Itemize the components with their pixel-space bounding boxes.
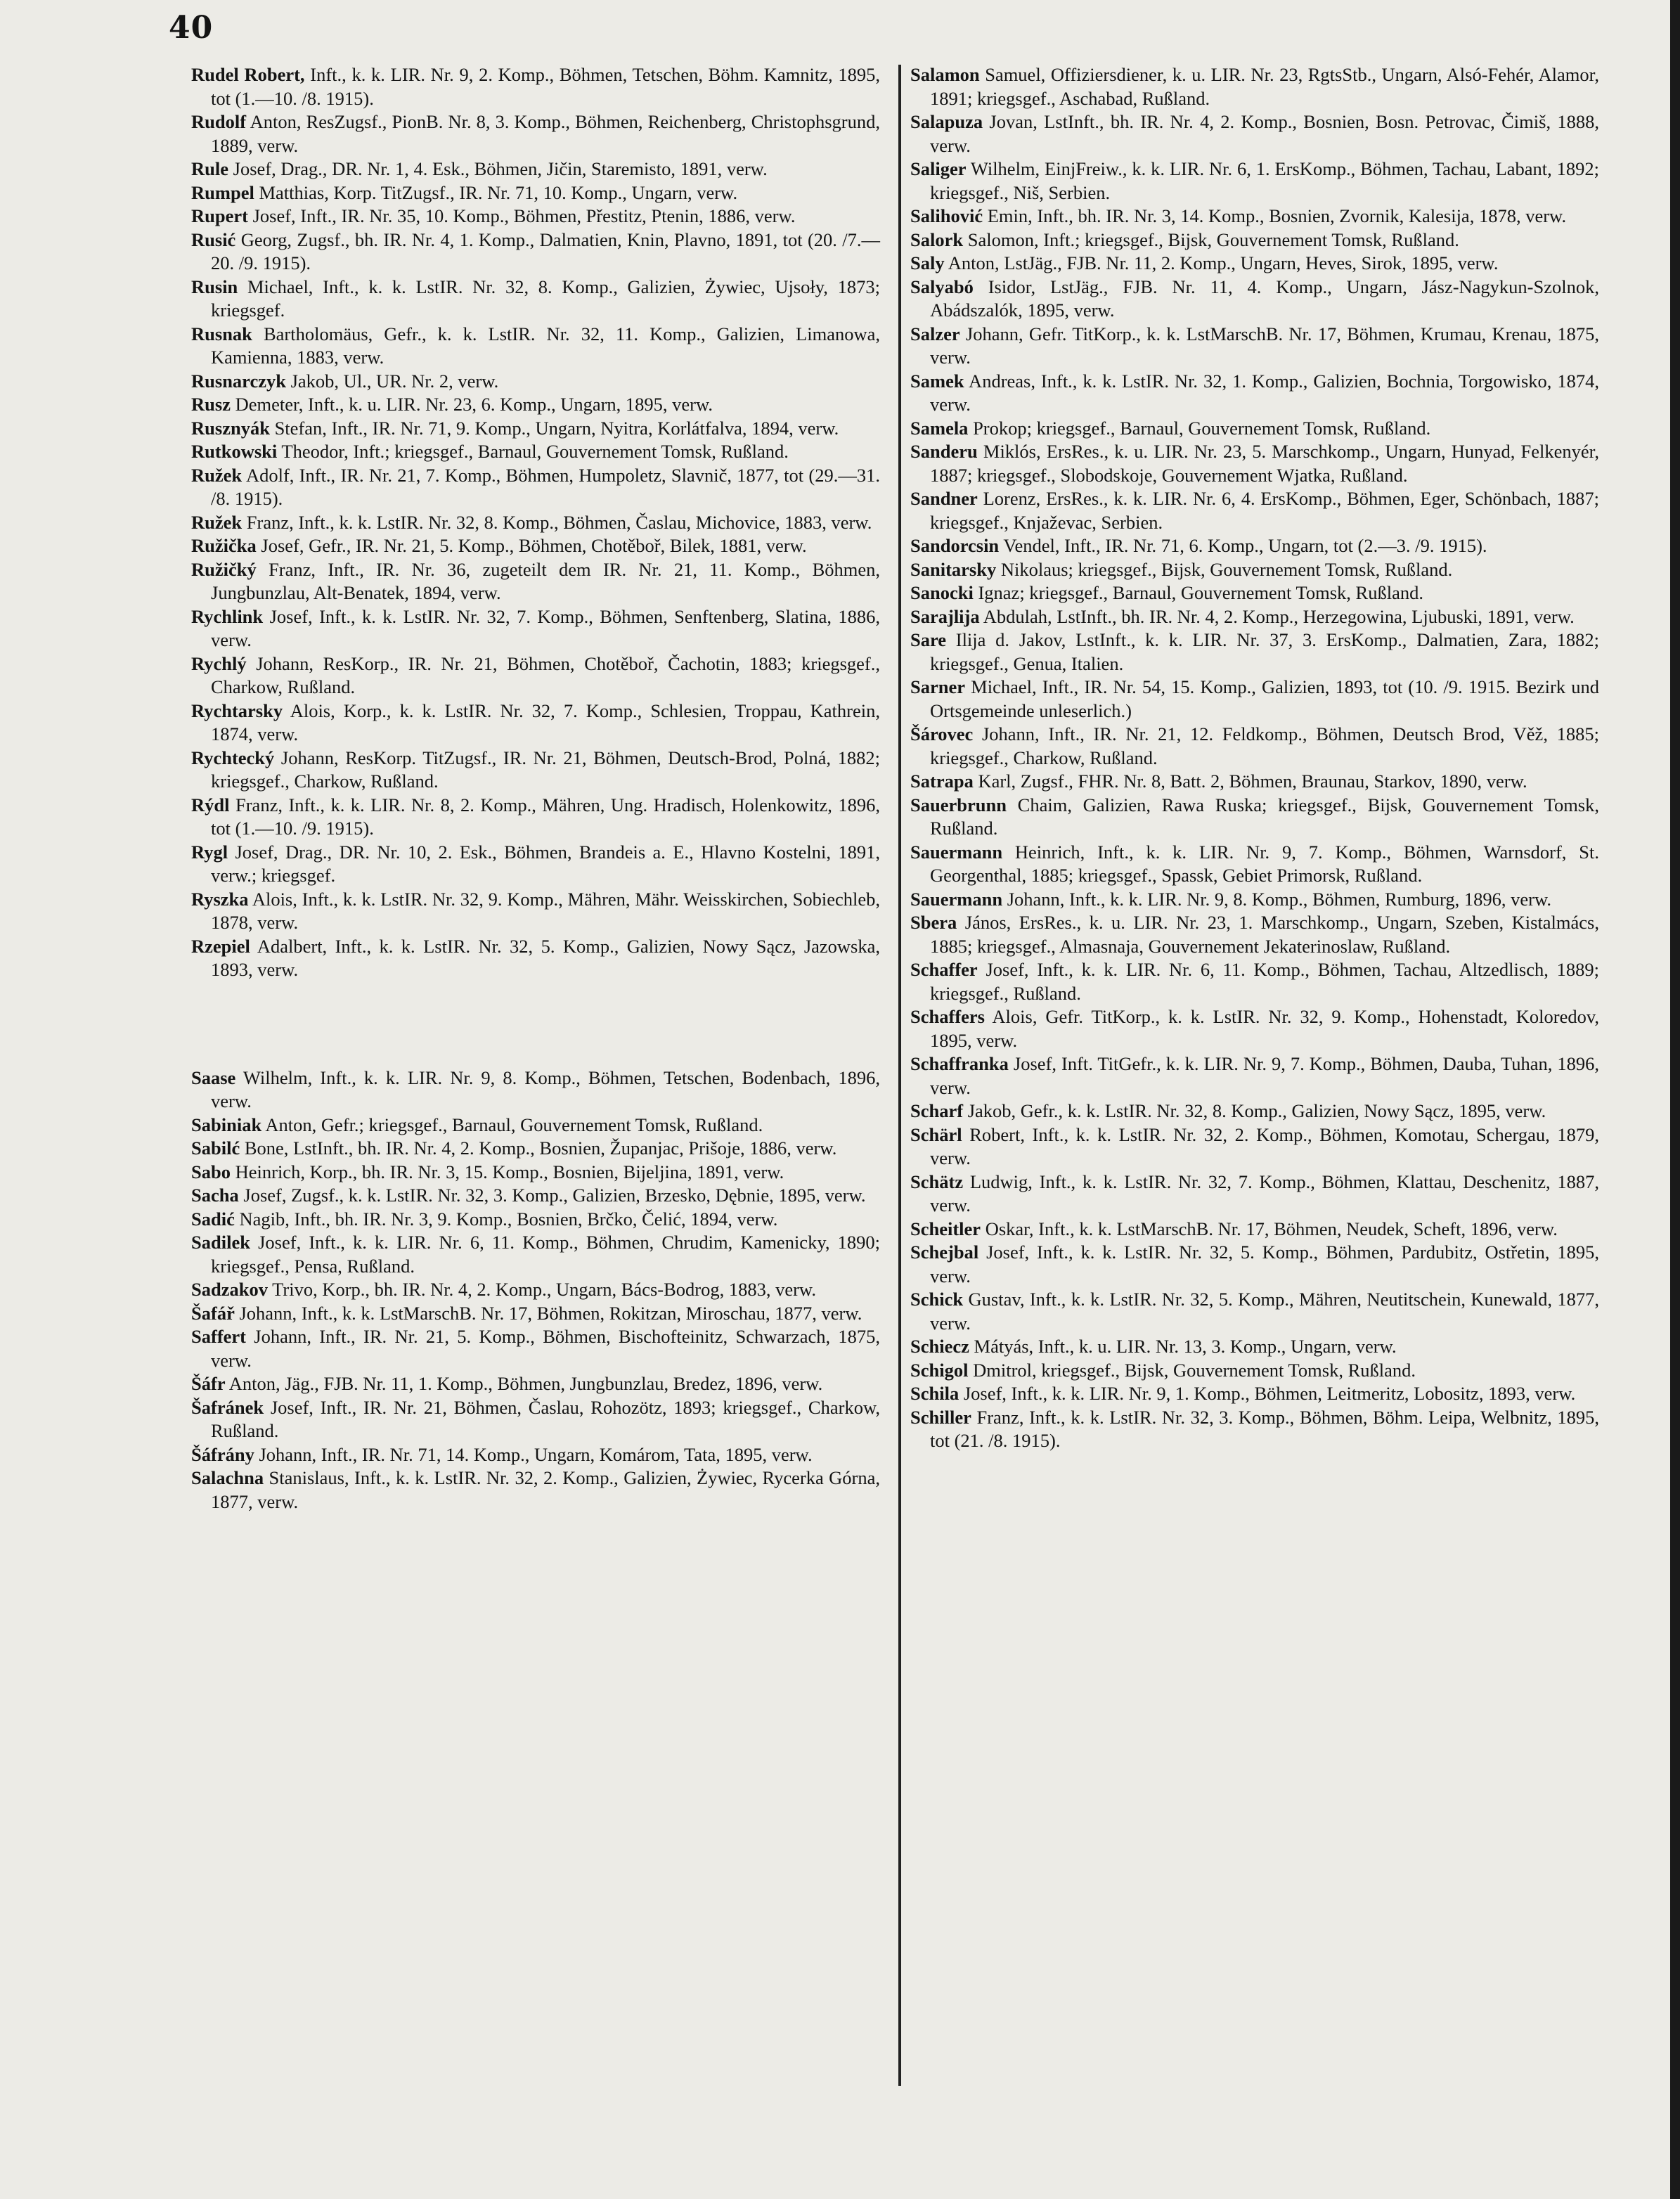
entry-details: Anton, ResZugsf., PionB. Nr. 8, 3. Komp., Böhmen, Reichenberg, Christophsgrund, 1889, verw.	[211, 111, 880, 156]
entry-details: Dmitrol, kriegsgef., Bijsk, Gouvernement Tomsk, Rußland.	[968, 1359, 1416, 1381]
left-column	[191, 63, 880, 1514]
list-entry	[910, 841, 1599, 888]
entry-surname: Schaffer	[910, 959, 978, 980]
list-entry	[191, 747, 880, 794]
list-entry	[191, 1184, 880, 1208]
list-entry	[910, 157, 1599, 205]
entry-details: Wilhelm, EinjFreiw., k. k. LIR. Nr. 6, 1. ErsKomp., Böhmen, Tachau, Labant, 1892; kriegsgef., Niš, Serbien.	[930, 158, 1599, 203]
entry-surname: Rupert	[191, 205, 248, 226]
list-entry	[191, 1231, 880, 1278]
entry-details: Johann, ResKorp., IR. Nr. 21, Böhmen, Chotěboř, Čachotin, 1883; kriegsgef., Charkow, Rußland.	[211, 652, 880, 697]
entry-surname: Salyabó	[910, 276, 974, 297]
list-entry	[910, 958, 1599, 1005]
list-entry	[191, 205, 880, 228]
entry-details: Josef, Inft., k. k. LIR. Nr. 6, 11. Komp., Böhmen, Tachau, Altzedlisch, 1889; kriegsgef., Rußland.	[930, 959, 1599, 1004]
entry-surname: Rusić	[191, 228, 236, 250]
list-entry	[910, 1100, 1599, 1123]
entry-surname: Schiecz	[910, 1336, 969, 1357]
list-entry	[191, 417, 880, 441]
list-entry	[191, 888, 880, 935]
entry-surname: Sauerbrunn	[910, 794, 1007, 815]
entry-surname: Sadzakov	[191, 1279, 268, 1300]
list-entry	[191, 1325, 880, 1372]
list-entry	[910, 628, 1599, 676]
list-entry	[910, 1052, 1599, 1100]
entry-surname: Šáfr	[191, 1373, 226, 1394]
entry-surname: Ružička	[191, 535, 257, 556]
entry-surname: Salihović	[910, 205, 983, 226]
entry-surname: Rutkowski	[191, 441, 278, 462]
entry-details: Ludwig, Inft., k. k. LstIR. Nr. 32, 7. Komp., Böhmen, Klattau, Deschenitz, 1887, verw.	[930, 1171, 1599, 1215]
entry-details: Franz, Inft., k. k. LIR. Nr. 8, 2. Komp., Mähren, Ung. Hradisch, Holenkowitz, 1896, tot (1.—10. /9. 1915).	[211, 794, 880, 839]
page-number: 40	[169, 10, 214, 46]
entry-details: Johann, Inft., k. k. LIR. Nr. 9, 8. Komp., Böhmen, Rumburg, 1896, verw.	[1002, 888, 1552, 910]
entry-details: Jovan, LstInft., bh. IR. Nr. 4, 2. Komp., Bosnien, Bosn. Petrovac, Čimiš, 1888, verw.	[930, 111, 1599, 156]
entry-details: Franz, Inft., k. k. LstIR. Nr. 32, 3. Komp., Böhmen, Böhm. Leipa, Welbnitz, 1895, tot (21. /8. 1915).	[930, 1406, 1599, 1451]
entry-surname: Sacha	[191, 1185, 239, 1206]
entry-details: Adalbert, Inft., k. k. LstIR. Nr. 32, 5. Komp., Galizien, Nowy Sącz, Jazowska, 1893, verw.	[211, 935, 880, 980]
list-entry	[191, 558, 880, 605]
list-entry	[191, 110, 880, 157]
entry-details: Samuel, Offiziersdiener, k. u. LIR. Nr. 23, RgtsStb., Ungarn, Alsó-Fehér, Alamor, 1891; kriegsgef., Aschabad, Rußland.	[930, 64, 1599, 109]
entry-surname: Rusnarczyk	[191, 370, 286, 392]
entry-surname: Ružičký	[191, 558, 257, 580]
list-entry	[191, 605, 880, 652]
list-entry	[191, 1161, 880, 1185]
list-entry	[191, 794, 880, 841]
entry-details: Stanislaus, Inft., k. k. LstIR. Nr. 32, 2. Komp., Galizien, Żywiec, Rycerka Górna, 1877, verw.	[211, 1467, 880, 1512]
entry-surname: Saase	[191, 1066, 236, 1088]
entry-details: Demeter, Inft., k. u. LIR. Nr. 23, 6. Komp., Ungarn, 1895, verw.	[230, 394, 713, 415]
list-entry	[910, 770, 1599, 794]
entry-surname: Scheitler	[910, 1218, 981, 1239]
entry-details: Josef, Inft., IR. Nr. 21, Böhmen, Časlau, Rohozötz, 1893; kriegsgef., Charkow, Rußland.	[211, 1396, 880, 1441]
entry-details: Josef, Inft. TitGefr., k. k. LIR. Nr. 9, 7. Komp., Böhmen, Dauba, Tuhan, 1896, verw.	[930, 1053, 1599, 1098]
right-column	[910, 63, 1599, 1453]
entry-surname: Sanocki	[910, 582, 974, 603]
list-entry	[910, 676, 1599, 723]
entry-details: Anton, Gefr.; kriegsgef., Barnaul, Gouvernement Tomsk, Rußland.	[261, 1114, 763, 1135]
entry-details: Josef, Inft., k. k. LIR. Nr. 6, 11. Komp., Böhmen, Chrudim, Kamenicky, 1890; kriegsgef., Pensa, Rußland.	[211, 1232, 880, 1277]
entry-surname: Schätz	[910, 1171, 964, 1192]
entry-surname: Sandner	[910, 488, 978, 509]
list-entry	[910, 440, 1599, 487]
list-entry	[910, 911, 1599, 958]
entry-details: Nikolaus; kriegsgef., Bijsk, Gouvernement Tomsk, Rußland.	[996, 558, 1453, 580]
list-entry	[191, 1372, 880, 1396]
list-entry	[191, 1066, 880, 1114]
list-entry	[910, 370, 1599, 417]
list-entry	[191, 393, 880, 417]
entry-details: Josef, Inft., IR. Nr. 35, 10. Komp., Böhmen, Přestitz, Ptenin, 1886, verw.	[247, 205, 796, 226]
entry-surname: Rzepiel	[191, 935, 250, 957]
entry-surname: Schigol	[910, 1359, 969, 1381]
list-entry	[191, 276, 880, 323]
entry-surname: Sare	[910, 629, 947, 650]
entry-surname: Rudel Robert,	[191, 64, 305, 85]
entry-surname: Samela	[910, 417, 969, 439]
entry-surname: Rychlý	[191, 652, 247, 674]
list-entry	[191, 323, 880, 370]
list-entry	[191, 511, 880, 535]
entry-details: Bartholomäus, Gefr., k. k. LstIR. Nr. 32, 11. Komp., Galizien, Limanowa, Kamienna, 1883, verw.	[211, 323, 880, 368]
entry-details: Michael, Inft., IR. Nr. 54, 15. Komp., Galizien, 1893, tot (10. /9. 1915. Bezirk und Ortsgemeinde unleserlich.)	[930, 676, 1599, 721]
entry-details: Josef, Drag., DR. Nr. 1, 4. Esk., Böhmen, Jičin, Staremisto, 1891, verw.	[228, 158, 768, 179]
list-entry	[910, 1288, 1599, 1335]
list-entry	[910, 888, 1599, 912]
list-entry	[910, 581, 1599, 605]
entry-surname: Sauermann	[910, 888, 1003, 910]
entry-surname: Rusin	[191, 276, 238, 297]
entry-surname: Rusnak	[191, 323, 252, 344]
entry-surname: Rumpel	[191, 181, 254, 203]
list-entry	[191, 1443, 880, 1467]
list-entry	[910, 1382, 1599, 1406]
entry-details: Andreas, Inft., k. k. LstIR. Nr. 32, 1. Komp., Galizien, Bochnia, Torgowisko, 1874, verw.	[930, 370, 1599, 415]
list-entry	[191, 440, 880, 464]
entry-surname: Rychlink	[191, 605, 264, 627]
entry-surname: Salapuza	[910, 111, 983, 132]
entry-details: Stefan, Inft., IR. Nr. 71, 9. Komp., Ungarn, Nyitra, Korlátfalva, 1894, verw.	[269, 417, 839, 439]
page-edge	[1670, 0, 1680, 2199]
entry-details: Karl, Zugsf., FHR. Nr. 8, Batt. 2, Böhmen, Braunau, Starkov, 1890, verw.	[973, 770, 1527, 792]
list-entry	[191, 464, 880, 511]
entry-details: Josef, Zugsf., k. k. LstIR. Nr. 32, 3. Komp., Galizien, Brzesko, Dębnie, 1895, verw.	[238, 1185, 866, 1206]
entry-details: Johann, Inft., k. k. LstMarschB. Nr. 17, Böhmen, Rokitzan, Miroschau, 1877, verw.	[234, 1302, 862, 1324]
list-entry	[191, 1137, 880, 1161]
entry-details: Abdulah, LstInft., bh. IR. Nr. 4, 2. Komp., Herzegowina, Ljubuski, 1891, verw.	[979, 605, 1575, 627]
entry-details: Franz, Inft., IR. Nr. 36, zugeteilt dem IR. Nr. 21, 11. Komp., Böhmen, Jungbunzlau, Alt-Benatek, 1894, verw.	[211, 558, 880, 603]
list-entry	[910, 323, 1599, 370]
list-entry	[910, 1335, 1599, 1359]
entry-surname: Sabilć	[191, 1137, 240, 1159]
entry-details: Josef, Gefr., IR. Nr. 21, 5. Komp., Böhmen, Chotěboř, Bilek, 1881, verw.	[256, 535, 807, 556]
list-entry	[910, 487, 1599, 534]
list-entry	[910, 252, 1599, 276]
list-entry	[191, 841, 880, 888]
entry-details: Oskar, Inft., k. k. LstMarschB. Nr. 17, Böhmen, Neudek, Scheft, 1896, verw.	[981, 1218, 1558, 1239]
entry-details: Franz, Inft., k. k. LstIR. Nr. 32, 8. Komp., Böhmen, Časlau, Michovice, 1883, verw.	[242, 511, 872, 533]
entry-details: Trivo, Korp., bh. IR. Nr. 4, 2. Komp., Ungarn, Bács-Bodrog, 1883, verw.	[267, 1279, 816, 1300]
list-entry	[910, 1171, 1599, 1218]
entry-surname: Sanitarsky	[910, 558, 997, 580]
entry-surname: Rusz	[191, 394, 231, 415]
entry-surname: Salzer	[910, 323, 960, 344]
entry-surname: Samek	[910, 370, 964, 392]
section-gap	[191, 982, 880, 1066]
list-entry	[910, 558, 1599, 582]
entry-surname: Sarajlija	[910, 605, 980, 627]
entry-details: János, ErsRes., k. u. LIR. Nr. 23, 1. Marschkomp., Ungarn, Szeben, Kistalmács, 1885; kriegsgef., Almasnaja, Gouvernement Jekaterinoslaw, Rußland.	[930, 912, 1599, 957]
entry-details: Jakob, Gefr., k. k. LstIR. Nr. 32, 8. Komp., Galizien, Nowy Sącz, 1895, verw.	[963, 1100, 1546, 1121]
list-entry	[910, 1218, 1599, 1242]
list-entry	[910, 417, 1599, 441]
entry-surname: Ružek	[191, 511, 243, 533]
list-entry	[910, 794, 1599, 841]
entry-details: Vendel, Inft., IR. Nr. 71, 6. Komp., Ungarn, tot (2.—3. /9. 1915).	[999, 535, 1487, 556]
entry-surname: Schejbal	[910, 1242, 979, 1263]
entry-details: Theodor, Inft.; kriegsgef., Barnaul, Gouvernement Tomsk, Rußland.	[277, 441, 789, 462]
list-entry	[191, 228, 880, 276]
entry-details: Jakob, Ul., UR. Nr. 2, verw.	[285, 370, 499, 392]
entry-details: Johann, ResKorp. TitZugsf., IR. Nr. 21, Böhmen, Deutsch-Brod, Polná, 1882; kriegsgef., Charkow, Rußland.	[211, 747, 880, 792]
entry-details: Josef, Drag., DR. Nr. 10, 2. Esk., Böhmen, Brandeis a. E., Hlavno Kostelni, 1891, verw.; kriegsgef.	[211, 841, 880, 886]
entry-details: Johann, Inft., IR. Nr. 21, 12. Feldkomp., Böhmen, Deutsch Brod, Věž, 1885; kriegsgef., Charkow, Rußland.	[930, 723, 1599, 768]
entry-surname: Rýdl	[191, 794, 230, 815]
entry-details: Adolf, Inft., IR. Nr. 21, 7. Komp., Böhmen, Humpoletz, Slavnič, 1877, tot (29.—31. /8. 1915).	[211, 464, 880, 509]
entry-surname: Sabiniak	[191, 1114, 262, 1135]
entry-details: Alois, Gefr. TitKorp., k. k. LstIR. Nr. 32, 9. Komp., Hohenstadt, Koloredov, 1895, verw.	[930, 1006, 1599, 1051]
entry-surname: Saly	[910, 252, 945, 273]
entry-details: Johann, Gefr. TitKorp., k. k. LstMarschB. Nr. 17, Böhmen, Krumau, Krenau, 1875, verw.	[930, 323, 1599, 368]
entry-surname: Rychtarsky	[191, 699, 283, 721]
entry-details: Anton, Jäg., FJB. Nr. 11, 1. Komp., Böhmen, Jungbunzlau, Bredez, 1896, verw.	[225, 1373, 823, 1394]
entry-details: Robert, Inft., k. k. LstIR. Nr. 32, 2. Komp., Böhmen, Komotau, Schergau, 1879, verw.	[930, 1123, 1599, 1168]
entry-details: Josef, Inft., k. k. LstIR. Nr. 32, 5. Komp., Böhmen, Pardubitz, Ostřetin, 1895, verw.	[930, 1242, 1599, 1286]
entry-surname: Schiller	[910, 1406, 971, 1428]
list-entry	[910, 1406, 1599, 1453]
entry-surname: Rudolf	[191, 111, 247, 132]
entry-surname: Schaffranka	[910, 1053, 1009, 1074]
list-entry	[191, 652, 880, 699]
entry-surname: Rule	[191, 158, 228, 179]
entry-surname: Rychtecký	[191, 747, 275, 768]
entry-details: Josef, Inft., k. k. LstIR. Nr. 32, 7. Komp., Böhmen, Senftenberg, Slatina, 1886, verw.	[211, 605, 880, 650]
entry-surname: Salachna	[191, 1467, 264, 1488]
entry-surname: Sadić	[191, 1208, 235, 1230]
entry-details: Chaim, Galizien, Rawa Ruska; kriegsgef., Bijsk, Gouvernement Tomsk, Rußland.	[930, 794, 1599, 839]
entry-details: Mátyás, Inft., k. u. LIR. Nr. 13, 3. Komp., Ungarn, verw.	[969, 1336, 1397, 1357]
entry-surname: Schaffers	[910, 1006, 985, 1027]
column-divider	[898, 65, 901, 2086]
list-entry	[910, 205, 1599, 228]
entry-details: Wilhelm, Inft., k. k. LIR. Nr. 9, 8. Komp., Böhmen, Tetschen, Bodenbach, 1896, verw.	[211, 1066, 880, 1111]
entry-surname: Šáfrány	[191, 1443, 254, 1465]
entry-surname: Satrapa	[910, 770, 974, 792]
entry-details: Prokop; kriegsgef., Barnaul, Gouvernement Tomsk, Rußland.	[968, 417, 1431, 439]
list-entry	[910, 1123, 1599, 1171]
entry-surname: Sandorcsin	[910, 535, 1000, 556]
entry-details: Emin, Inft., bh. IR. Nr. 3, 14. Komp., Bosnien, Zvornik, Kalesija, 1878, verw.	[983, 205, 1567, 226]
entry-details: Ilija d. Jakov, LstInft., k. k. LIR. Nr. 37, 3. ErsKomp., Dalmatien, Zara, 1882; kriegsgef., Genua, Italien.	[930, 629, 1599, 674]
entry-surname: Šafránek	[191, 1396, 264, 1418]
list-entry	[910, 1005, 1599, 1052]
list-entry	[191, 63, 880, 110]
list-entry	[191, 935, 880, 982]
entry-details: Michael, Inft., k. k. LstIR. Nr. 32, 8. Komp., Galizien, Żywiec, Ujsoły, 1873; kriegsgef.	[211, 276, 880, 321]
entry-details: Alois, Korp., k. k. LstIR. Nr. 32, 7. Komp., Schlesien, Troppau, Kathrein, 1874, verw.	[211, 699, 880, 744]
entry-surname: Schila	[910, 1383, 959, 1404]
entry-surname: Salork	[910, 228, 964, 250]
entry-details: Anton, LstJäg., FJB. Nr. 11, 2. Komp., Ungarn, Heves, Sirok, 1895, verw.	[944, 252, 1499, 273]
entry-details: Heinrich, Inft., k. k. LIR. Nr. 9, 7. Komp., Böhmen, Warnsdorf, St. Georgenthal, 1885; kriegsgef., Spassk, Gebiet Primorsk, Rußland.	[930, 841, 1599, 886]
entry-surname: Ružek	[191, 464, 243, 486]
entry-details: Bone, LstInft., bh. IR. Nr. 4, 2. Komp., Bosnien, Županjac, Prišoje, 1886, verw.	[240, 1137, 837, 1159]
list-entry	[910, 110, 1599, 157]
list-entry	[191, 1208, 880, 1232]
list-entry	[191, 1396, 880, 1443]
entry-surname: Sauermann	[910, 841, 1003, 863]
entry-surname: Sanderu	[910, 441, 978, 462]
entry-surname: Sbera	[910, 912, 957, 933]
entry-details: Josef, Inft., k. k. LIR. Nr. 9, 1. Komp., Böhmen, Leitmeritz, Lobositz, 1893, verw.	[959, 1383, 1576, 1404]
entry-surname: Saliger	[910, 158, 967, 179]
list-entry	[191, 370, 880, 394]
entry-details: Inft., k. k. LIR. Nr. 9, 2. Komp., Böhmen, Tetschen, Böhm. Kamnitz, 1895, tot (1.—10. /8. 1915).	[211, 64, 880, 109]
list-entry	[191, 699, 880, 747]
entry-details: Georg, Zugsf., bh. IR. Nr. 4, 1. Komp., Dalmatien, Knin, Plavno, 1891, tot (20. /7.—20. /9. 1915).	[211, 228, 880, 273]
entry-surname: Sarner	[910, 676, 966, 697]
list-entry	[910, 1359, 1599, 1383]
list-entry	[191, 157, 880, 181]
entry-surname: Rusznyák	[191, 417, 270, 439]
entry-surname: Schick	[910, 1289, 964, 1310]
list-entry	[191, 1114, 880, 1137]
entry-details: Alois, Inft., k. k. LstIR. Nr. 32, 9. Komp., Mähren, Mähr. Weisskirchen, Sobiechleb, 1878, verw.	[211, 888, 880, 933]
entry-surname: Sabo	[191, 1161, 231, 1182]
entry-surname: Schärl	[910, 1123, 962, 1145]
entry-surname: Salamon	[910, 64, 980, 85]
list-entry	[910, 276, 1599, 323]
list-entry	[191, 181, 880, 205]
list-entry	[910, 723, 1599, 770]
entry-details: Johann, Inft., IR. Nr. 21, 5. Komp., Böhmen, Bischofteinitz, Schwarzach, 1875, verw.	[211, 1326, 880, 1371]
list-entry	[910, 1241, 1599, 1288]
list-entry	[910, 605, 1599, 629]
list-entry	[910, 228, 1599, 252]
entry-details: Nagib, Inft., bh. IR. Nr. 3, 9. Komp., Bosnien, Brčko, Čelić, 1894, verw.	[234, 1208, 778, 1230]
entry-surname: Šárovec	[910, 723, 974, 744]
entry-surname: Rygl	[191, 841, 228, 863]
entry-surname: Ryszka	[191, 888, 249, 910]
entry-details: Ignaz; kriegsgef., Barnaul, Gouvernement Tomsk, Rußland.	[973, 582, 1423, 603]
entry-surname: Saffert	[191, 1326, 246, 1347]
entry-surname: Sadilek	[191, 1232, 250, 1253]
entry-details: Lorenz, ErsRes., k. k. LIR. Nr. 6, 4. ErsKomp., Böhmen, Eger, Schönbach, 1887; kriegsgef., Knjaževac, Serbien.	[930, 488, 1599, 533]
list-entry	[910, 534, 1599, 558]
entry-details: Johann, Inft., IR. Nr. 71, 14. Komp., Ungarn, Komárom, Tata, 1895, verw.	[254, 1443, 813, 1465]
entry-details: Isidor, LstJäg., FJB. Nr. 11, 4. Komp., Ungarn, Jász-Nagykun-Szolnok, Abádszalók, 1895, verw.	[930, 276, 1599, 321]
list-entry	[191, 1466, 880, 1514]
list-entry	[910, 63, 1599, 110]
entry-details: Miklós, ErsRes., k. u. LIR. Nr. 23, 5. Marschkomp., Ungarn, Hunyad, Felkenyér, 1887; kriegsgef., Slobodskoje, Gouvernement Wjatka, Rußland.	[930, 441, 1599, 486]
entry-surname: Šafář	[191, 1302, 235, 1324]
list-entry	[191, 534, 880, 558]
list-entry	[191, 1302, 880, 1326]
entry-surname: Scharf	[910, 1100, 964, 1121]
entry-details: Matthias, Korp. TitZugsf., IR. Nr. 71, 10. Komp., Ungarn, verw.	[254, 181, 738, 203]
list-entry	[191, 1278, 880, 1302]
entry-details: Salomon, Inft.; kriegsgef., Bijsk, Gouvernement Tomsk, Rußland.	[963, 228, 1459, 250]
entry-details: Heinrich, Korp., bh. IR. Nr. 3, 15. Komp., Bosnien, Bijeljina, 1891, verw.	[230, 1161, 784, 1182]
entry-details: Gustav, Inft., k. k. LstIR. Nr. 32, 5. Komp., Mähren, Neutitschein, Kunewald, 1877, verw.	[930, 1289, 1599, 1334]
